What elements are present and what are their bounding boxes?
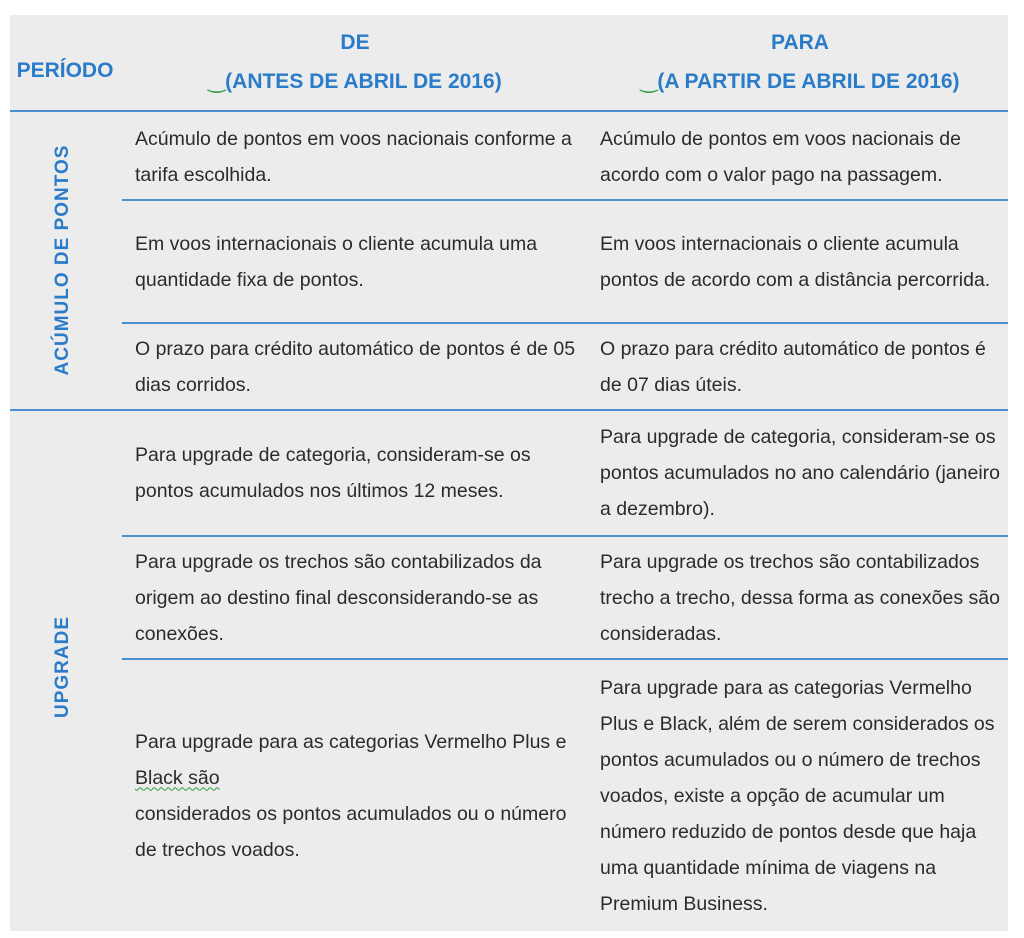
cell-de: Acúmulo de pontos em voos nacionais conforme a tarifa escolhida. (135, 128, 572, 186)
cell-de: Para upgrade para as categorias Vermelho Plus e Black são considerados os pontos acumulados ou o número de trechos voados. (135, 660, 580, 931)
cell-de: O prazo para crédito automático de pontos é de 05 dias corridos. (135, 337, 576, 396)
header-de-subtitle: ‿(ANTES DE ABRIL DE 2016) (208, 70, 502, 93)
header-para-title: PARA (771, 31, 829, 54)
header-periodo: PERÍODO (16, 59, 114, 82)
cell-de: Em voos internacionais o cliente acumula uma quantidade fixa de pontos. (135, 232, 538, 291)
cell-de: Para upgrade de categoria, consideram-se os pontos acumulados nos últimos 12 meses. (135, 444, 531, 502)
header-para (605, 23, 995, 101)
header-de (160, 23, 550, 101)
header-para-subtitle: ‿(A PARTIR DE ABRIL DE 2016) (640, 70, 960, 93)
cell-para: Em voos internacionais o cliente acumula pontos de acordo com a distância percorrida. (600, 232, 991, 291)
cell-para: Para upgrade para as categorias Vermelho Plus e Black, além de serem considerados os pontos acumulados ou o número de trechos voados, existe a opção de acumular um número reduzido de pontos desde que haja uma quantidade mínima de viagens na Premium Business. (600, 676, 995, 915)
cell-para: Acúmulo de pontos em voos nacionais de acordo com o valor pago na passagem. (600, 128, 961, 186)
comparison-table (10, 15, 1008, 931)
header-divider (10, 110, 1008, 112)
cell-para: O prazo para crédito automático de pontos é de 07 dias úteis. (600, 337, 986, 396)
cell-para: Para upgrade os trechos são contabilizados trecho a trecho, dessa forma as conexões são consideradas. (600, 550, 1000, 645)
cell-de: Para upgrade os trechos são contabilizados da origem ao destino final desconsiderando-se as conexões. (135, 550, 542, 645)
spellcheck-underline: Black são (135, 766, 220, 789)
section-label-acumulo: ACÚMULO DE PONTOS (52, 144, 73, 376)
section-label-upgrade: UPGRADE (52, 615, 73, 719)
cell-para: Para upgrade de categoria, consideram-se os pontos acumulados no ano calendário (janeiro a dezembro). (600, 426, 1001, 520)
header-de-title: DE (340, 31, 370, 54)
